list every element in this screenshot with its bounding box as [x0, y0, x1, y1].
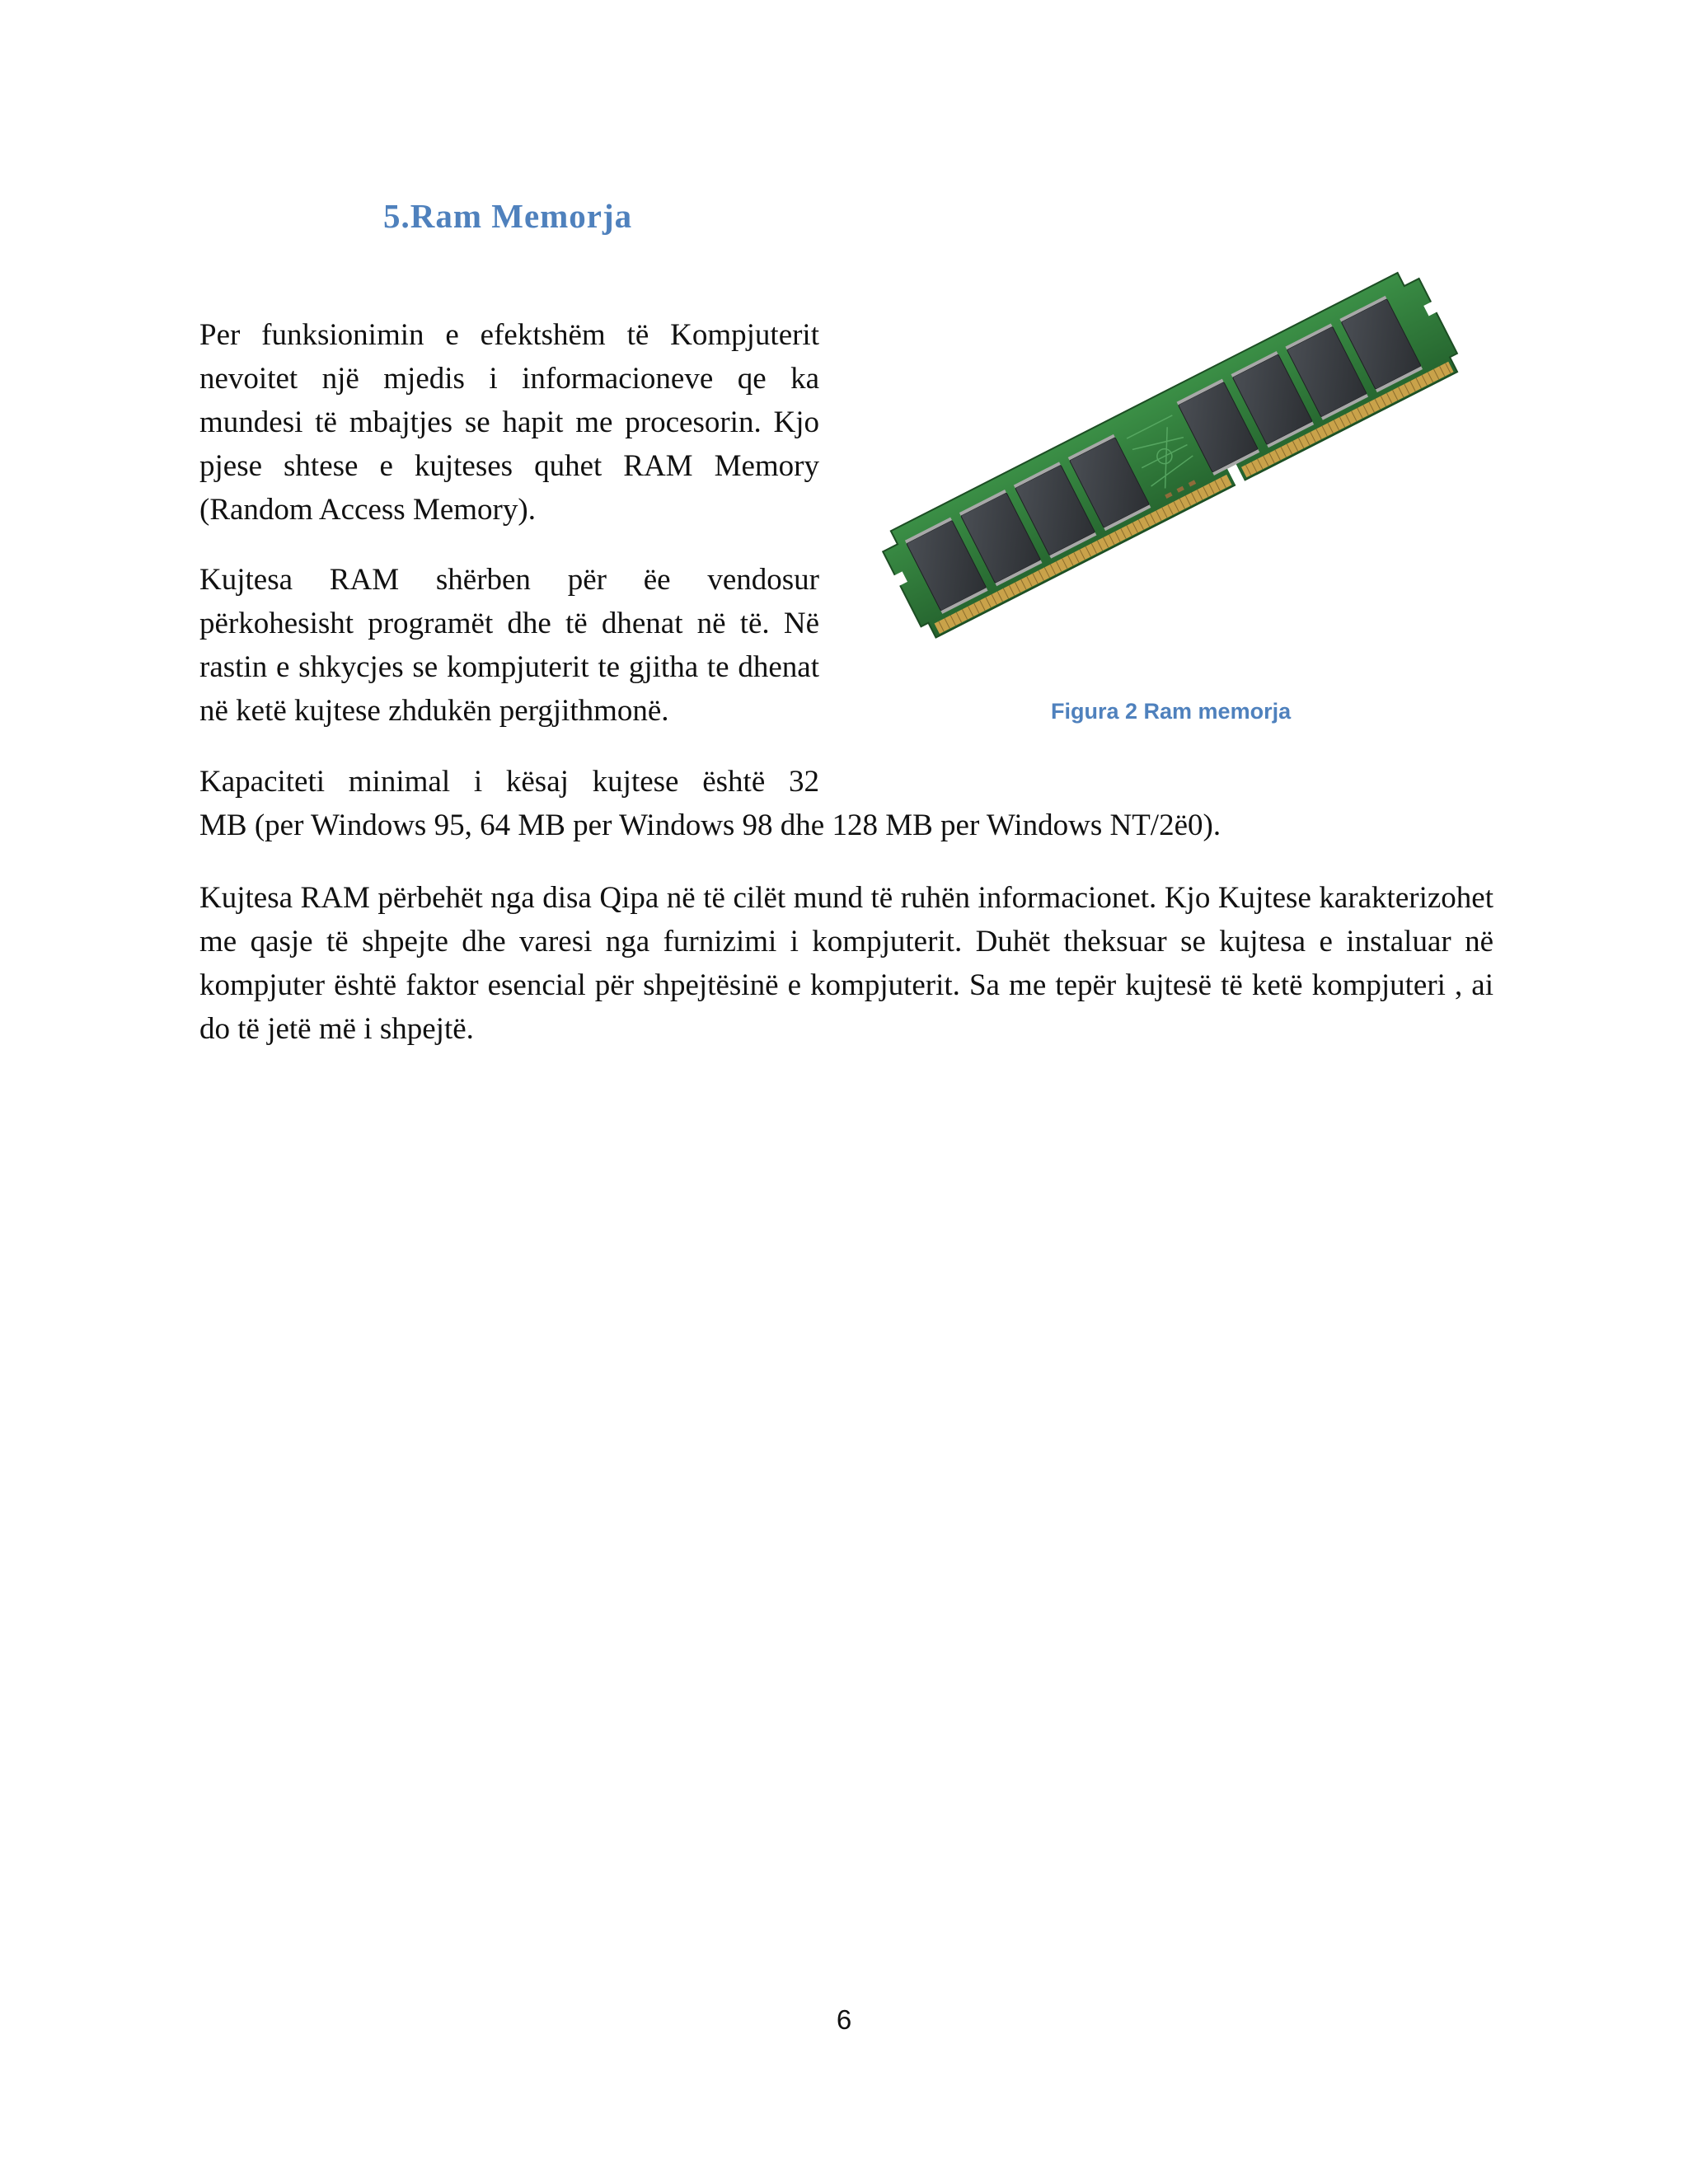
paragraph-ram-chips: Kujtesa RAM përbehët nga disa Qipa në të cilët mund të ruhën informacionet. Kjo Kujtese karakterizohet me qasje të shpejte dhe varesi nga furnizimi i kompjuterit. Duhët theksuar se kujtesa e instaluar në kompjuter është faktor esencial për shpejtësinë e kompjuterit. Sa me tepër kujtesë të ketë kompjuteri , ai do të jetë më i shpejtë.	[199, 881, 1493, 1046]
paragraph-ram-intro: Per funksionimin e efektshëm të Kompjuterit nevoitet një mjedis i informacioneve qe ka mundesi të mbajtjes se hapit me procesorin. Kjo pjese shtese e kujteses quhet RAM Memory (Random Access Memory).	[199, 318, 819, 527]
paragraph-capacity-line1: Kapaciteti minimal i kësaj kujtese është 32	[199, 765, 819, 799]
figure-caption: Figura 2 Ram memorja	[1051, 699, 1292, 724]
section-heading: 5.Ram Memorja	[383, 197, 633, 235]
paragraph-capacity-line2: MB (per Windows 95, 64 MB per Windows 98 dhe 128 MB per Windows NT/2ë0).	[199, 808, 1221, 842]
page-number: 6	[836, 2004, 852, 2035]
ram-module-image	[857, 227, 1484, 680]
paragraph-ram-purpose: Kujtesa RAM shërben për ëe vendosur përkohesisht programët dhe të dhenat në të. Në rastin e shkycjes se kompjuterit te gjitha te dhenat në ketë kujtese zhdukën pergjithmonë.	[199, 563, 819, 728]
